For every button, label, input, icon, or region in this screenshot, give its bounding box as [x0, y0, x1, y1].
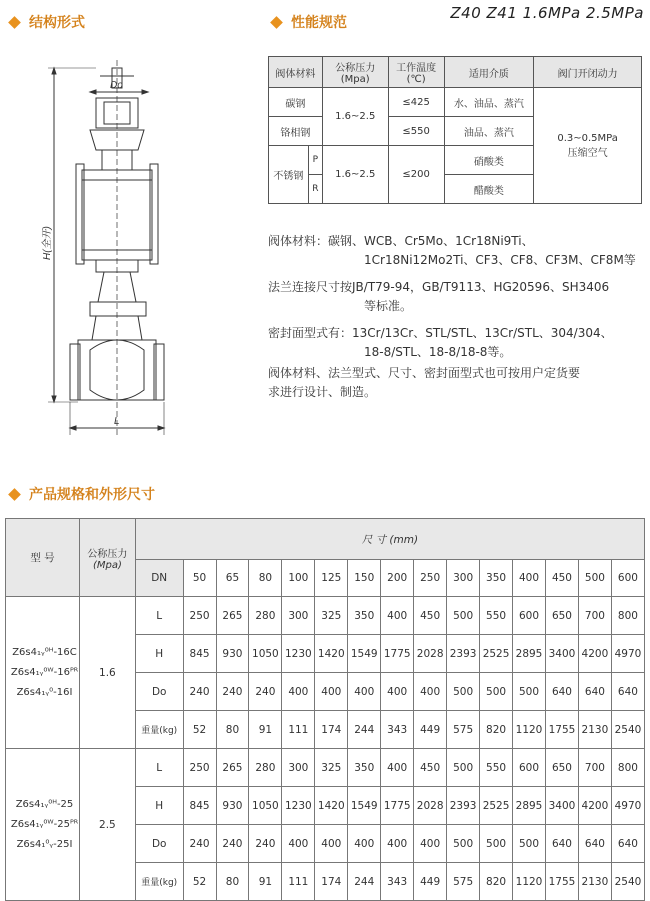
value-cell: 400: [381, 673, 414, 711]
model-cell: [6, 597, 80, 749]
value-cell: 240: [216, 673, 249, 711]
dn-value: 50: [183, 560, 216, 597]
row-label: H: [135, 635, 183, 673]
temp-cell: ≤425: [388, 88, 444, 117]
note-materials: 阀体材料：碳钢、WCB、Cr5Mo、1Cr18Ni9Ti、 1Cr18Ni12Mo2Ti、CF3、CF8、CF3M、CF8M等: [268, 234, 636, 267]
do-label: Do: [110, 80, 123, 91]
value-cell: 400: [348, 825, 381, 863]
row-label: Do: [135, 673, 183, 711]
value-cell: 4200: [578, 635, 611, 673]
value-cell: 800: [611, 597, 644, 635]
note-custom: 阀体材料、法兰型式、尺寸、密封面型式也可按用户定货要 求进行设计、制造。: [268, 366, 581, 399]
dn-value: 80: [249, 560, 282, 597]
dn-value: 200: [381, 560, 414, 597]
value-cell: 400: [381, 597, 414, 635]
value-cell: 400: [414, 825, 447, 863]
value-cell: 1050: [249, 787, 282, 825]
material-cell: 不锈钢: [269, 146, 309, 204]
sub-grade-cell: R: [308, 175, 322, 204]
value-cell: 800: [611, 749, 644, 787]
specs-heading: 产品规格和外形尺寸: [4, 484, 155, 504]
value-cell: 930: [216, 787, 249, 825]
value-cell: 2525: [480, 635, 513, 673]
value-cell: 500: [447, 597, 480, 635]
value-cell: 400: [414, 673, 447, 711]
value-cell: 300: [282, 597, 315, 635]
model-code: Z6s4₁ᵧ⁰ᵂ-16ᴾᴿ: [10, 666, 79, 678]
value-cell: 400: [381, 825, 414, 863]
value-cell: 640: [578, 673, 611, 711]
model-cell: [6, 749, 80, 901]
value-cell: 640: [545, 673, 578, 711]
dn-value: 125: [315, 560, 348, 597]
value-cell: 2130: [578, 711, 611, 749]
dn-value: 100: [282, 560, 315, 597]
value-cell: 174: [315, 711, 348, 749]
note-seal: 密封面型式有：13Cr/13Cr、STL/STL、13Cr/STL、304/304、 18-8/STL、18-8/18-8等。: [268, 326, 613, 359]
value-cell: 3400: [545, 787, 578, 825]
row-label: L: [135, 597, 183, 635]
header-pressure: 公称压力 (Mpa): [322, 57, 388, 88]
value-cell: 640: [578, 825, 611, 863]
model-code: Z6s4₁ᵧ⁰-16I: [16, 686, 73, 698]
value-cell: 240: [183, 673, 216, 711]
value-cell: 2525: [480, 787, 513, 825]
value-cell: 2540: [611, 711, 644, 749]
value-cell: 1230: [282, 787, 315, 825]
value-cell: 240: [183, 825, 216, 863]
value-cell: 325: [315, 749, 348, 787]
dn-label: DN: [135, 560, 183, 597]
value-cell: 280: [249, 749, 282, 787]
value-cell: 650: [545, 749, 578, 787]
value-cell: 300: [282, 749, 315, 787]
value-cell: 111: [282, 863, 315, 901]
value-cell: 400: [282, 825, 315, 863]
value-cell: 1050: [249, 635, 282, 673]
medium-cell: 醋酸类: [444, 175, 534, 204]
value-cell: 250: [183, 597, 216, 635]
value-cell: 820: [480, 863, 513, 901]
model-code: Z6s4₁⁰ᵧ-25I: [16, 838, 73, 850]
h-label: H(全开): [42, 226, 53, 260]
spec-table: [5, 518, 645, 901]
value-cell: 280: [249, 597, 282, 635]
value-cell: 2028: [414, 635, 447, 673]
row-label: H: [135, 787, 183, 825]
valve-structure-drawing: [30, 40, 250, 440]
header-medium: 适用介质: [444, 57, 534, 88]
medium-cell: 水、油品、蒸汽: [444, 88, 534, 117]
value-cell: 500: [447, 749, 480, 787]
row-label: 重量(kg): [135, 863, 183, 901]
value-cell: 700: [578, 749, 611, 787]
dn-value: 300: [447, 560, 480, 597]
value-cell: 265: [216, 597, 249, 635]
header-temp: 工作温度 (℃): [388, 57, 444, 88]
dn-value: 600: [611, 560, 644, 597]
value-cell: 4200: [578, 787, 611, 825]
value-cell: 575: [447, 863, 480, 901]
dn-value: 350: [480, 560, 513, 597]
value-cell: 250: [183, 749, 216, 787]
value-cell: 52: [183, 711, 216, 749]
value-cell: 640: [611, 825, 644, 863]
value-cell: 350: [348, 597, 381, 635]
value-cell: 111: [282, 711, 315, 749]
value-cell: 550: [480, 749, 513, 787]
notes-block: [268, 232, 648, 410]
pressure-value: 1.6: [79, 597, 135, 749]
model-code: Z6s4₁ᵧ⁰ᴴ-16C: [12, 646, 77, 658]
value-cell: 4970: [611, 787, 644, 825]
value-cell: 930: [216, 635, 249, 673]
model-title: Z40 Z41 1.6MPa 2.5MPa: [450, 4, 644, 22]
header-power: 阀门开闭动力: [534, 57, 642, 88]
value-cell: 845: [183, 635, 216, 673]
value-cell: 2393: [447, 635, 480, 673]
value-cell: 1549: [348, 787, 381, 825]
value-cell: 2895: [513, 787, 546, 825]
diamond-bullet-icon: [270, 16, 283, 29]
value-cell: 400: [315, 825, 348, 863]
value-cell: 400: [315, 673, 348, 711]
value-cell: 400: [348, 673, 381, 711]
value-cell: 1120: [513, 711, 546, 749]
value-cell: 325: [315, 597, 348, 635]
value-cell: 52: [183, 863, 216, 901]
value-cell: 640: [545, 825, 578, 863]
temp-cell: ≤200: [388, 146, 444, 204]
dn-value: 500: [578, 560, 611, 597]
dn-value: 250: [414, 560, 447, 597]
value-cell: 240: [249, 673, 282, 711]
diamond-bullet-icon: [8, 16, 21, 29]
material-cell: 铬相钢: [269, 117, 323, 146]
value-cell: 500: [513, 825, 546, 863]
performance-table: [268, 56, 642, 204]
value-cell: 3400: [545, 635, 578, 673]
value-cell: 500: [480, 825, 513, 863]
value-cell: 1549: [348, 635, 381, 673]
value-cell: 4970: [611, 635, 644, 673]
value-cell: 2393: [447, 787, 480, 825]
l-label: L: [114, 416, 120, 427]
value-cell: 2895: [513, 635, 546, 673]
row-label: 重量(kg): [135, 711, 183, 749]
temp-cell: ≤550: [388, 117, 444, 146]
value-cell: 244: [348, 863, 381, 901]
value-cell: 449: [414, 863, 447, 901]
header-pressure: 公称压力 (Mpa): [79, 519, 135, 597]
medium-cell: 硝酸类: [444, 146, 534, 175]
value-cell: 600: [513, 749, 546, 787]
diamond-bullet-icon: [8, 488, 21, 501]
model-code: Z6s4₁ᵧ⁰ᴴ-25: [15, 798, 74, 810]
value-cell: 550: [480, 597, 513, 635]
value-cell: 500: [480, 673, 513, 711]
value-cell: 1755: [545, 711, 578, 749]
structure-heading: 结构形式: [4, 12, 85, 32]
dn-value: 65: [216, 560, 249, 597]
value-cell: 1420: [315, 635, 348, 673]
value-cell: 400: [282, 673, 315, 711]
value-cell: 1775: [381, 787, 414, 825]
value-cell: 2130: [578, 863, 611, 901]
value-cell: 2028: [414, 787, 447, 825]
performance-heading: 性能规范: [266, 12, 347, 32]
value-cell: 640: [611, 673, 644, 711]
value-cell: 845: [183, 787, 216, 825]
value-cell: 700: [578, 597, 611, 635]
power-cell: 0.3~0.5MPa 压缩空气: [534, 88, 642, 204]
value-cell: 350: [348, 749, 381, 787]
header-material: 阀体材料: [269, 57, 323, 88]
value-cell: 575: [447, 711, 480, 749]
value-cell: 1120: [513, 863, 546, 901]
pressure-cell: 1.6~2.5: [322, 146, 388, 204]
value-cell: 500: [447, 673, 480, 711]
value-cell: 1420: [315, 787, 348, 825]
table-row: [6, 749, 645, 787]
note-flange: 法兰连接尺寸按JB/T79-94，GB/T9113、HG20596、SH3406 等标准。: [268, 280, 610, 313]
value-cell: 80: [216, 863, 249, 901]
dn-value: 150: [348, 560, 381, 597]
value-cell: 244: [348, 711, 381, 749]
header-model: 型 号: [6, 519, 80, 597]
value-cell: 80: [216, 711, 249, 749]
value-cell: 500: [447, 825, 480, 863]
value-cell: 343: [381, 711, 414, 749]
row-label: L: [135, 749, 183, 787]
dn-value: 400: [513, 560, 546, 597]
pressure-cell: 1.6~2.5: [322, 88, 388, 146]
value-cell: 240: [216, 825, 249, 863]
material-cell: 碳钢: [269, 88, 323, 117]
value-cell: 343: [381, 863, 414, 901]
value-cell: 450: [414, 597, 447, 635]
value-cell: 2540: [611, 863, 644, 901]
header-size: 尺 寸 (mm): [135, 519, 644, 560]
value-cell: 174: [315, 863, 348, 901]
value-cell: 449: [414, 711, 447, 749]
value-cell: 820: [480, 711, 513, 749]
value-cell: 400: [381, 749, 414, 787]
value-cell: 1230: [282, 635, 315, 673]
value-cell: 650: [545, 597, 578, 635]
value-cell: 450: [414, 749, 447, 787]
row-label: Do: [135, 825, 183, 863]
value-cell: 500: [513, 673, 546, 711]
pressure-value: 2.5: [79, 749, 135, 901]
model-code: Z6s4₁ᵧ⁰ᵂ-25ᴾᴿ: [10, 818, 79, 830]
value-cell: 600: [513, 597, 546, 635]
dn-value: 450: [545, 560, 578, 597]
sub-grade-cell: P: [308, 146, 322, 175]
value-cell: 91: [249, 863, 282, 901]
value-cell: 240: [249, 825, 282, 863]
table-row: [6, 597, 645, 635]
value-cell: 91: [249, 711, 282, 749]
value-cell: 1755: [545, 863, 578, 901]
value-cell: 265: [216, 749, 249, 787]
medium-cell: 油品、蒸汽: [444, 117, 534, 146]
value-cell: 1775: [381, 635, 414, 673]
